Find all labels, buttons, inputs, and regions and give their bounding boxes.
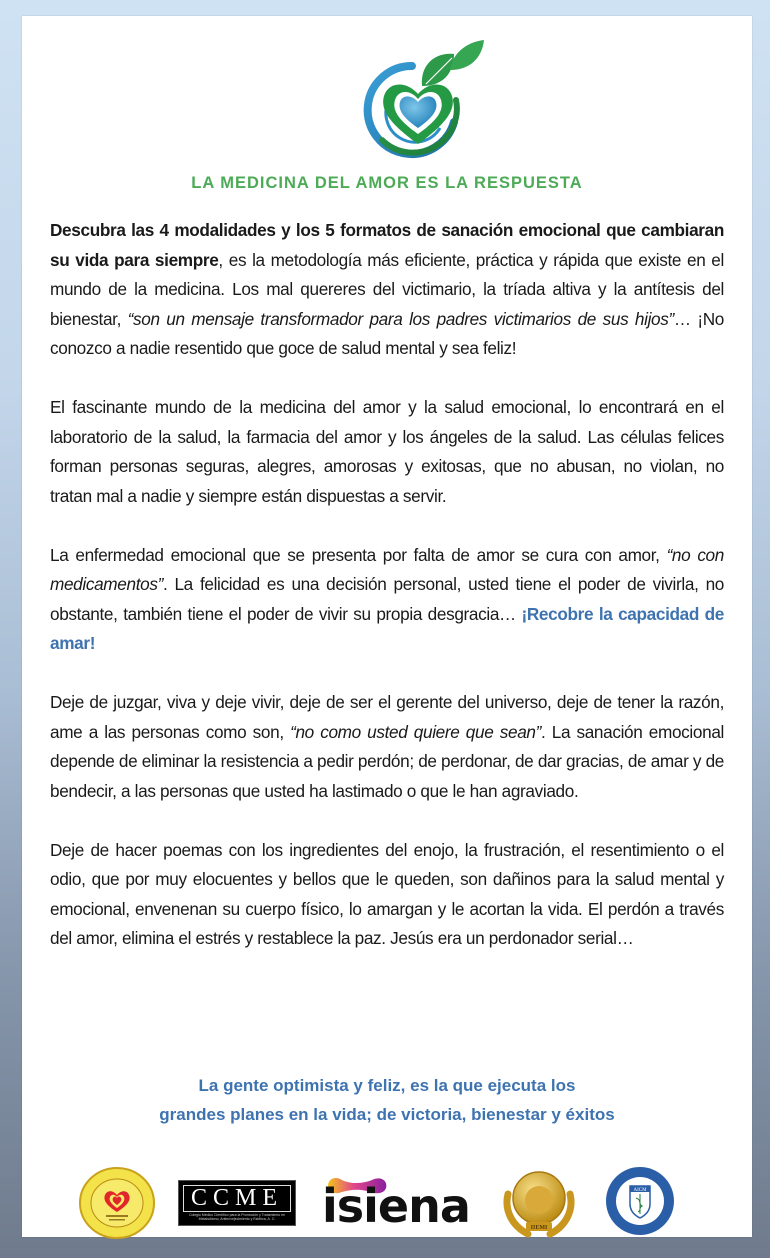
italic-quote: “son un mensaje transformador para los padres victimarios de sus hijos”	[127, 308, 674, 329]
paragraph-text: Deje de juzgar, viva y deje vivir, deje de ser el gerente del universo, deje de tener la razón, ame a las personas como son,	[50, 692, 724, 742]
paragraph-1	[50, 216, 724, 364]
ccme-subtitle: Colegio Médico Científico para la Promoción y Tratamiento en Metabolismo, Antienvejecimiento y Estética, A. C.	[188, 1213, 286, 1221]
sponsor-logos	[22, 1164, 752, 1240]
paragraph-text: . La felicidad es una decisión personal, usted tiene el poder de vivirla, no obstante, también tiene el poder de vivir su propia desgracia…	[50, 574, 724, 624]
paragraph-4	[50, 688, 724, 806]
paragraph-5: Deje de hacer poemas con los ingredientes del enojo, la frustración, el resentimiento o el odio, que por muy elocuentes y bellos que le queden, son dañinos para la salud mental y emocional, envenenan su cuerpo físico, lo amargan y le acortan la vida. El perdón a través del amor, elimina el estrés y restablece la paz. Jesús era un perdonador serial…	[50, 839, 724, 948]
paragraph-text: . La sanación emocional depende de eliminar la resistencia a pedir perdón; de perdonar, de dar gracias, de amar y de bendecir, a las personas que usted ha lastimado o que le han agraviado.	[50, 721, 724, 801]
paragraph-2: El fascinante mundo de la medicina del amor y la salud emocional, lo encontrará en el laboratorio de la salud, la farmacia del amor y los ángeles de la salud. Las células felices forman personas seguras, alegres, amorosas y exitosas, que no abusan, no violan, no tratan mal a nadie y siempre están dispuestas a servir.	[50, 397, 724, 506]
aicm-seal-icon	[604, 1164, 676, 1238]
isiena-logo: isiena	[322, 1179, 470, 1233]
highlight-text: ¡Recobre la capacidad de amar!	[50, 603, 724, 653]
svg-text:IIEMI: IIEMI	[530, 1225, 548, 1231]
paragraph-text: , es la metodología más eficiente, práctica y rápida que existe en el mundo de la medicina. Los mal quereres del victimario, la tríada altiva y la antítesis del bienestar,	[50, 249, 724, 329]
closing-line-2: grandes planes en la vida; de victoria, bienestar y éxitos	[159, 1105, 615, 1124]
ccme-label: CCME	[183, 1185, 291, 1212]
paragraph-text: La enfermedad emocional que se presenta por falta de amor se cura con amor,	[50, 544, 667, 565]
paragraph-3	[50, 541, 724, 659]
gold-laurel-seal-icon	[498, 1164, 580, 1240]
italic-quote: “no como usted quiere que sean”	[290, 721, 541, 742]
bold-lead: Descubra las 4 modalidades y los 5 formatos de sanación emocional que cambiaran su vida para siempre	[50, 220, 724, 270]
flyer-card	[22, 16, 752, 1237]
closing-quote	[22, 1071, 752, 1129]
italic-quote: “no con medicamentos”	[50, 544, 724, 594]
headline: LA MEDICINA DEL AMOR ES LA RESPUESTA	[191, 174, 583, 192]
closing-line-1: La gente optimista y feliz, es la que ejecuta los	[198, 1076, 576, 1095]
ccme-logo	[178, 1180, 296, 1226]
svg-text:AICM: AICM	[633, 1188, 647, 1193]
paragraph-text: … ¡No conozco a nadie resentido que goce de salud mental y sea feliz!	[50, 308, 724, 358]
body-text	[50, 216, 724, 983]
yellow-heart-seal-icon	[78, 1166, 156, 1240]
heart-leaf-logo-icon	[350, 36, 486, 160]
